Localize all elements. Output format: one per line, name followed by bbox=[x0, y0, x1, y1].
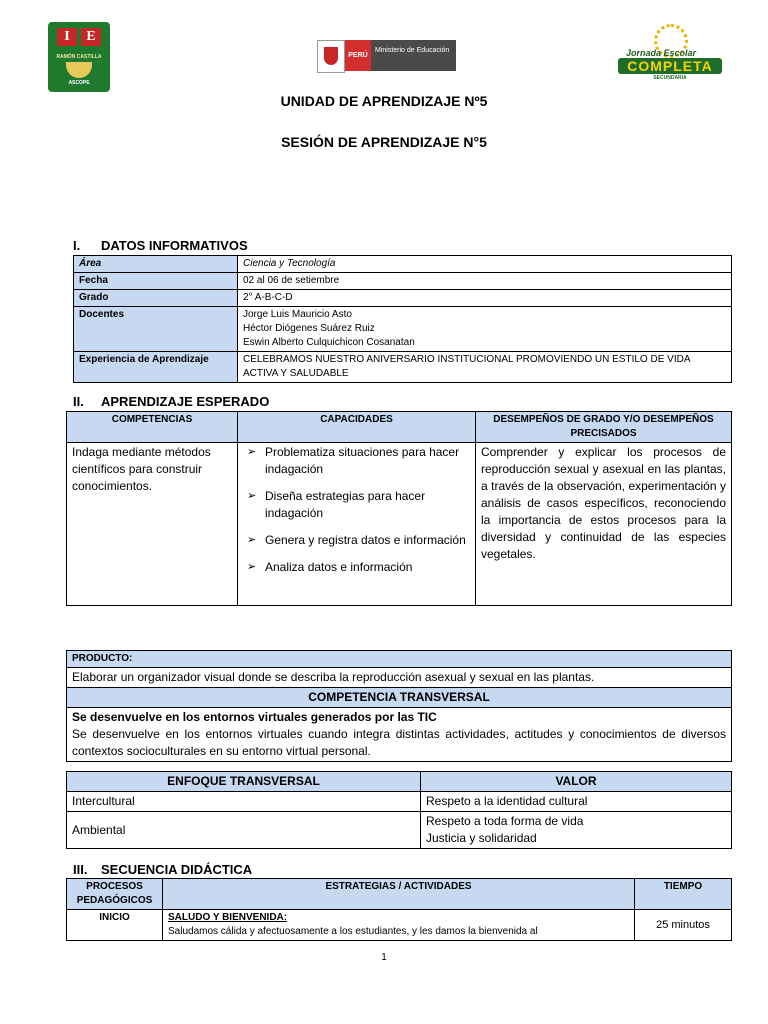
column-header: PROCESOS PEDAGÓGICOS bbox=[67, 879, 163, 910]
row-label: Experiencia de Aprendizaje bbox=[74, 352, 238, 383]
estrategia-text: Saludamos cálida y afectuosamente a los estudiantes, y les damos la bienvenida al bbox=[168, 926, 538, 937]
section-number: II. bbox=[73, 394, 84, 409]
row-value bbox=[238, 307, 732, 352]
valor-cell: Respeto a la identidad cultural bbox=[421, 792, 732, 812]
table-header-row bbox=[67, 772, 732, 792]
table-row bbox=[67, 651, 732, 668]
section-title: APRENDIZAJE ESPERADO bbox=[101, 394, 270, 409]
minedu-name: Ministerio de Educación bbox=[371, 40, 456, 71]
secuencia-table bbox=[66, 878, 732, 941]
producto-label: PRODUCTO: bbox=[67, 651, 732, 668]
producto-text: Elaborar un organizador visual donde se describa la reproducción asexual y sexual en las plantas. bbox=[67, 668, 732, 688]
table-row bbox=[74, 256, 732, 273]
tiempo-cell: 25 minutos bbox=[635, 910, 732, 941]
table-row bbox=[67, 708, 732, 762]
row-value: CELEBRAMOS NUESTRO ANIVERSARIO INSTITUCIONAL PROMOVIENDO UN ESTILO DE VIDA ACTIVA Y SALUDABLE bbox=[238, 352, 732, 383]
estrategia-cell bbox=[163, 910, 635, 941]
table-row bbox=[74, 273, 732, 290]
jec-line3: SECUNDARIA bbox=[653, 75, 687, 81]
section-number: III. bbox=[73, 862, 88, 877]
column-header: COMPETENCIAS bbox=[67, 412, 238, 443]
jec-logo bbox=[618, 24, 722, 81]
session-title: SESIÓN DE APRENDIZAJE N°5 bbox=[281, 134, 487, 150]
school-letter: E bbox=[81, 28, 101, 46]
table-row bbox=[67, 688, 732, 708]
table-row bbox=[67, 443, 732, 606]
list-item: ➢ Analiza datos e información bbox=[243, 559, 470, 576]
capacidades-cell bbox=[238, 443, 476, 606]
row-label: Grado bbox=[74, 290, 238, 307]
valor-cell bbox=[421, 812, 732, 849]
competencia-transversal-text: Se desenvuelve en los entornos virtuales cuando integra distintas actividades, actitudes y conocimientos de diversos contextos socioculturales en su entorno virtual personal. bbox=[72, 727, 726, 758]
producto-table bbox=[66, 650, 732, 762]
row-label: Fecha bbox=[74, 273, 238, 290]
row-label: Área bbox=[74, 256, 238, 273]
minedu-logo bbox=[317, 40, 456, 71]
estrategia-title: SALUDO Y BIENVENIDA: bbox=[168, 912, 288, 923]
proceso-cell: INICIO bbox=[67, 910, 163, 941]
unit-title: UNIDAD DE APRENDIZAJE Nº5 bbox=[280, 93, 488, 109]
valor-item: Justicia y solidaridad bbox=[426, 831, 537, 845]
row-label: Docentes bbox=[74, 307, 238, 352]
enfoque-cell: Ambiental bbox=[67, 812, 421, 849]
list-item: ➢ Genera y registra datos e información bbox=[243, 532, 470, 549]
section-heading-secuencia bbox=[73, 862, 252, 877]
table-header-row bbox=[67, 412, 732, 443]
enfoque-cell: Intercultural bbox=[67, 792, 421, 812]
section-title: DATOS INFORMATIVOS bbox=[101, 238, 248, 253]
table-row bbox=[74, 352, 732, 383]
section-heading-datos bbox=[73, 238, 248, 253]
valor-item: Respeto a toda forma de vida bbox=[426, 814, 584, 828]
table-row bbox=[74, 307, 732, 352]
column-header: ENFOQUE TRANSVERSAL bbox=[67, 772, 421, 792]
school-name: RAMÓN CASTILLA bbox=[56, 54, 102, 60]
column-header: TIEMPO bbox=[635, 879, 732, 910]
table-row bbox=[67, 792, 732, 812]
section-heading-aprendizaje bbox=[73, 394, 269, 409]
coat-of-arms-icon bbox=[317, 40, 345, 73]
table-row bbox=[67, 812, 732, 849]
column-header: ESTRATEGIAS / ACTIVIDADES bbox=[163, 879, 635, 910]
table-row bbox=[74, 290, 732, 307]
teacher-name: Eswin Alberto Culquichicon Cosanatan bbox=[243, 337, 415, 348]
aprendizaje-table bbox=[66, 411, 732, 606]
school-place: ASCOPE bbox=[68, 80, 90, 86]
column-header: VALOR bbox=[421, 772, 732, 792]
shield-icon bbox=[66, 62, 92, 78]
section-number: I. bbox=[73, 238, 81, 253]
datos-table bbox=[73, 255, 732, 383]
jec-line1: Jornada Escolar bbox=[626, 48, 697, 58]
teacher-name: Héctor Diógenes Suárez Ruiz bbox=[243, 323, 375, 334]
competencia-transversal-label: COMPETENCIA TRANSVERSAL bbox=[67, 688, 732, 708]
section-title: SECUENCIA DIDÁCTICA bbox=[101, 862, 253, 877]
row-value: 2° A-B-C-D bbox=[238, 290, 732, 307]
list-item: ➢ Diseña estrategias para hacer indagación bbox=[243, 488, 470, 522]
table-row bbox=[67, 668, 732, 688]
row-value: Ciencia y Tecnología bbox=[238, 256, 732, 273]
desempeno-cell: Comprender y explicar los procesos de reproducción sexual y asexual en las plantas, a través de la observación, experimentación y análisis de casos específicos, reconociendo la importancia de estos procesos para la diversidad y continuidad de las especies vegetales. bbox=[476, 443, 732, 606]
school-logo bbox=[48, 22, 110, 92]
page-number: 1 bbox=[381, 952, 387, 963]
row-value: 02 al 06 de setiembre bbox=[238, 273, 732, 290]
competencia-cell: Indaga mediante métodos científicos para construir conocimientos. bbox=[67, 443, 238, 606]
table-header-row bbox=[67, 879, 732, 910]
column-header: DESEMPEÑOS DE GRADO Y/O DESEMPEÑOS PRECISADOS bbox=[476, 412, 732, 443]
column-header: CAPACIDADES bbox=[238, 412, 476, 443]
list-item: ➢ Problematiza situaciones para hacer indagación bbox=[243, 444, 470, 478]
competencia-transversal-title: Se desenvuelve en los entornos virtuales generados por las TIC bbox=[72, 710, 437, 724]
teacher-name: Jorge Luis Mauricio Asto bbox=[243, 309, 352, 320]
competencia-transversal-cell bbox=[67, 708, 732, 762]
minedu-country: PERÚ bbox=[345, 40, 371, 71]
enfoque-table bbox=[66, 771, 732, 849]
school-letter: I bbox=[57, 28, 77, 46]
table-row bbox=[67, 910, 732, 941]
jec-line2: COMPLETA bbox=[618, 58, 722, 74]
